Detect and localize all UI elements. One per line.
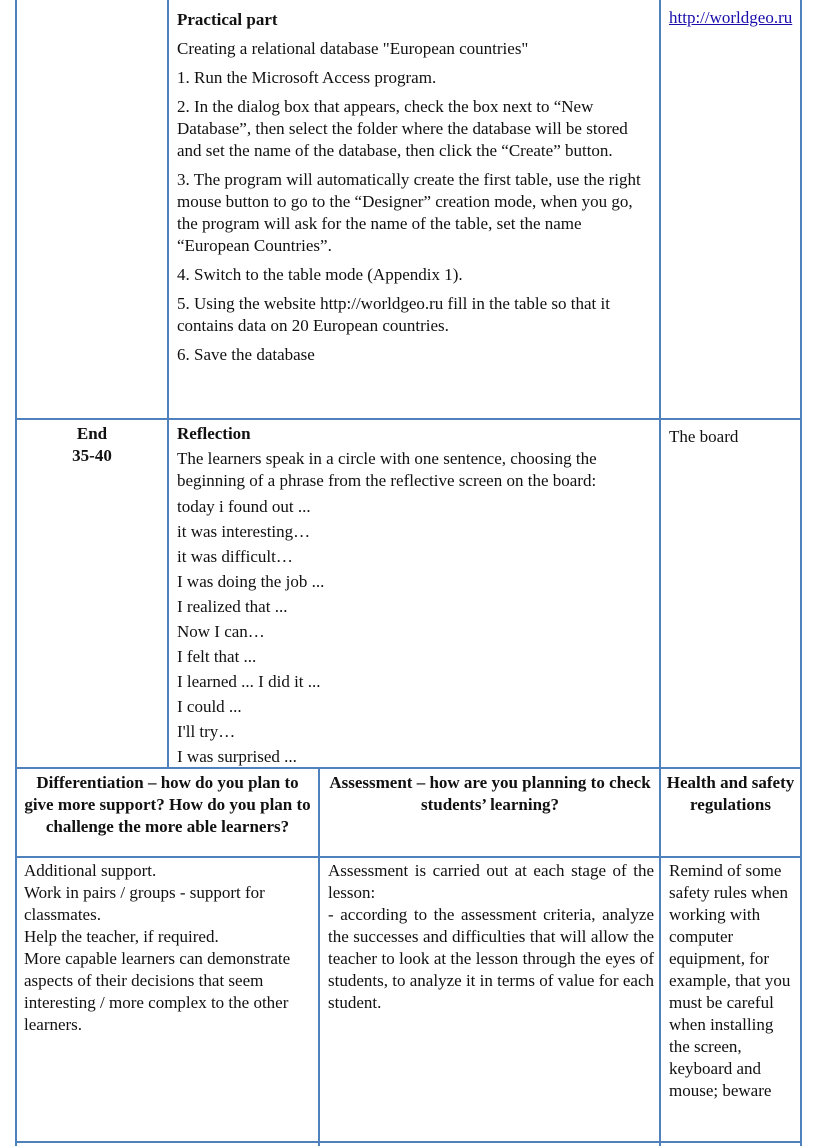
board-resource: The board <box>669 427 739 446</box>
step-5: 5. Using the website http://worldgeo.ru fill in the table so that it contains data on 20 European countries. <box>177 294 610 335</box>
reflection-phrase: it was interesting… <box>177 522 311 541</box>
reflection-title: Reflection <box>177 424 251 443</box>
col-divider-a-lower <box>318 768 320 1146</box>
reflection-phrase: I realized that ... <box>177 597 288 616</box>
reflection-intro: The learners speak in a circle with one sentence, choosing the beginning of a phrase from the reflective screen on the board: <box>177 449 597 490</box>
col-divider-b-lower <box>659 768 661 1146</box>
differentiation-line: More capable learners can demonstrate aspects of their decisions that seem interesting / more complex to the other learners. <box>24 949 291 1034</box>
step-1: 1. Run the Microsoft Access program. <box>177 68 437 87</box>
table-border-left <box>15 0 17 1146</box>
health-cell <box>669 860 797 1140</box>
reflection-phrase: I could ... <box>177 697 242 716</box>
differentiation-cell <box>24 860 314 1036</box>
health-header: Health and safety regulations <box>666 773 795 814</box>
row-divider-1 <box>15 418 802 420</box>
differentiation-line: Help the teacher, if required. <box>24 927 219 946</box>
reflection-phrase: I was doing the job ... <box>177 572 325 591</box>
stage-label: End <box>76 424 108 443</box>
reflection-phrase: Now I can… <box>177 622 265 641</box>
assessment-header: Assessment – how are you planning to check students’ learning? <box>329 773 651 814</box>
reflection-phrase: today i found out ... <box>177 497 311 516</box>
assessment-cell <box>328 860 654 1014</box>
reflection-phrase: I learned ... I did it ... <box>177 672 321 691</box>
reflection-phrase: I was surprised ... <box>177 747 297 766</box>
reflection-phrase: it was difficult… <box>177 547 293 566</box>
health-text: Remind of some safety rules when working with computer equipment, for example, that you must be careful when installing the screen, keyboard and mouse; beware <box>669 861 791 1100</box>
table-border-bottom <box>15 1141 802 1143</box>
worldgeo-link[interactable]: http://worldgeo.ru <box>669 8 793 27</box>
step-4: 4. Switch to the table mode (Appendix 1). <box>177 265 463 284</box>
stage-cell <box>17 423 167 467</box>
step-3: 3. The program will automatically create the first table, use the right mouse button to go to the “Designer” creation mode, when you go, the program will ask for the name of the table, set the name “European Countries”. <box>177 170 641 255</box>
reflection-phrase: I'll try… <box>177 722 236 741</box>
assessment-line: - according to the assessment criteria, analyze the successes and difficulties that will allow the teacher to look at the lesson through the eyes of students, to analyze it in terms of value for each student. <box>328 905 654 1012</box>
reflection-cell <box>177 423 655 769</box>
step-6: 6. Save the database <box>177 345 315 364</box>
stage-time: 35-40 <box>72 446 112 465</box>
differentiation-header: Differentiation – how do you plan to give more support? How do you plan to challenge the more able learners? <box>24 773 311 836</box>
practical-part-cell <box>177 9 655 373</box>
col-divider-1-upper <box>167 0 169 768</box>
differentiation-line: Additional support. <box>24 861 157 880</box>
board-resource-cell <box>669 426 795 448</box>
row-divider-3 <box>15 856 802 858</box>
reflection-phrase: I felt that ... <box>177 647 257 666</box>
practical-part-title: Practical part <box>177 10 278 29</box>
step-2: 2. In the dialog box that appears, check the box next to “New Database”, then select the folder where the database will be stored and set the name of the database, then click the “Create” button. <box>177 97 628 160</box>
practical-part-subtitle: Creating a relational database "European countries" <box>177 39 529 58</box>
table-border-right <box>800 0 802 1146</box>
col-divider-2-upper <box>659 0 661 768</box>
resource-link-cell <box>669 7 795 29</box>
assessment-line: Assessment is carried out at each stage of the lesson: <box>328 861 654 902</box>
differentiation-line: Work in pairs / groups - support for classmates. <box>24 883 265 924</box>
